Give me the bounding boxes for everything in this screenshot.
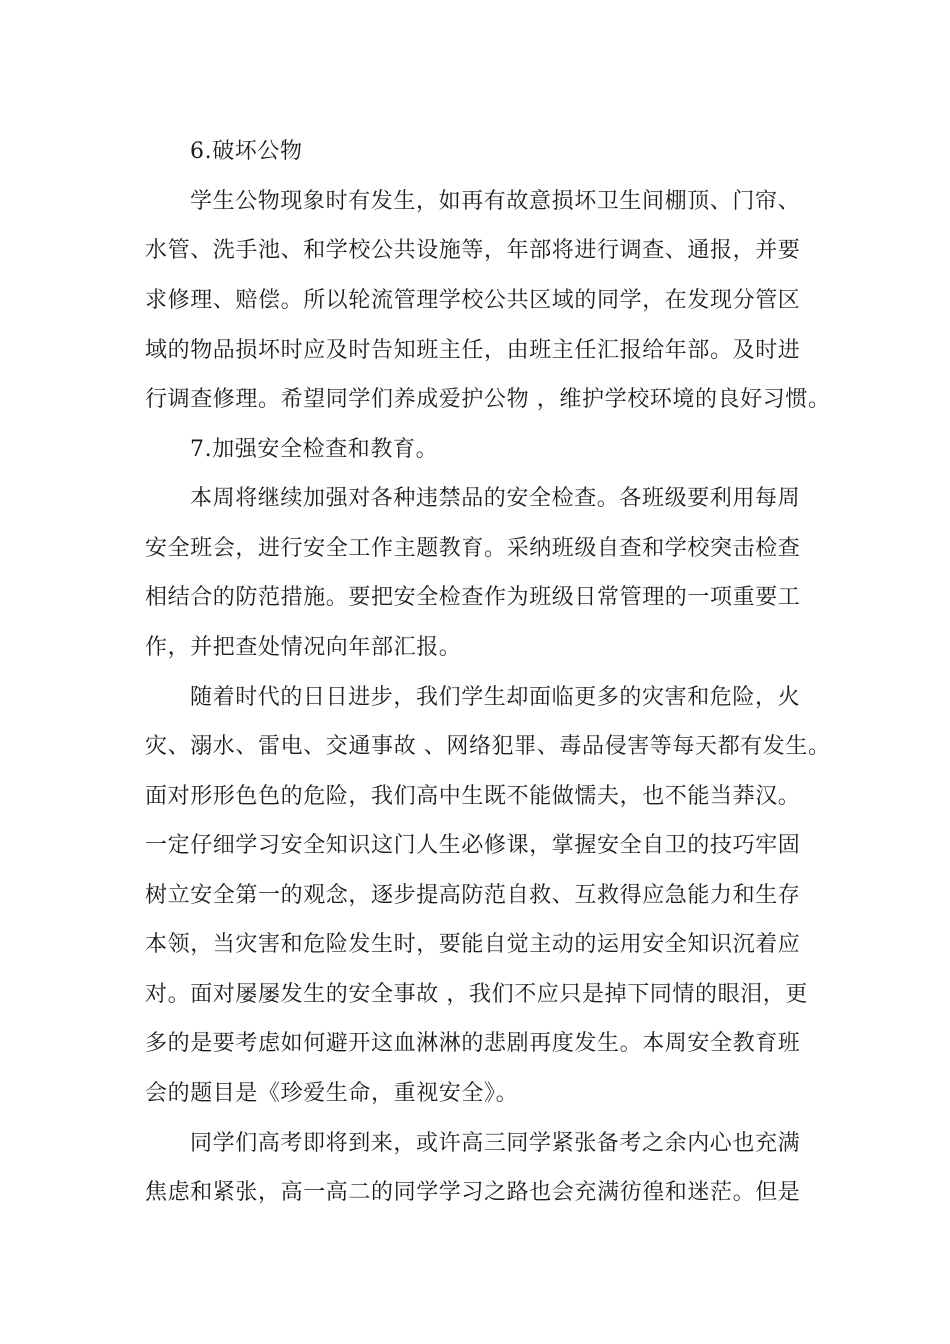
paragraph-line: 作，并把查处情况向年部汇报。	[145, 635, 462, 660]
section-heading-6: 6.破坏公物	[190, 139, 303, 164]
paragraph-line: 灾、溺水、雷电、交通事故 、网络犯罪、毒品侵害等每天都有发生。	[145, 734, 831, 759]
paragraph-line: 对。面对屡屡发生的安全事故 ，我们不应只是掉下同情的眼泪，更	[145, 982, 808, 1007]
paragraph-line: 本领，当灾害和危险发生时，要能自觉主动的运用安全知识沉着应	[145, 932, 801, 957]
paragraph-line: 焦虑和紧张，高一高二的同学学习之路也会充满彷徨和迷茫。但是	[145, 1180, 801, 1205]
paragraph-line: 面对形形色色的危险，我们高中生既不能做懦夫，也不能当莽汉。	[145, 784, 801, 809]
paragraph-line: 同学们高考即将到来，或许高三同学紧张备考之余内心也充满	[190, 1131, 801, 1156]
paragraph-line: 求修理、赔偿。所以轮流管理学校公共区域的同学，在发现分管区	[145, 288, 801, 313]
paragraph-line: 会的题目是《珍爱生命，重视安全》。	[145, 1081, 519, 1106]
paragraph-line: 域的物品损坏时应及时告知班主任，由班主任汇报给年部。及时进	[145, 338, 801, 363]
section-heading-7: 7.加强安全检查和教育。	[190, 437, 439, 462]
paragraph-line: 树立安全第一的观念，逐步提高防范自救、互救得应急能力和生存	[145, 883, 801, 908]
paragraph-line: 本周将继续加强对各种违禁品的安全检查。各班级要利用每周	[190, 486, 801, 511]
paragraph-line: 多的是要考虑如何避开这血淋淋的悲剧再度发生。本周安全教育班	[145, 1031, 801, 1056]
paragraph-line: 相结合的防范措施。要把安全检查作为班级日常管理的一项重要工	[145, 585, 801, 610]
paragraph-line: 水管、洗手池、和学校公共设施等，年部将进行调查、通报，并要	[145, 238, 801, 263]
paragraph-line: 随着时代的日日进步，我们学生却面临更多的灾害和危险，火	[190, 685, 801, 710]
paragraph-line: 学生公物现象时有发生，如再有故意损坏卫生间棚顶、门帘、	[190, 189, 801, 214]
paragraph-line: 安全班会，进行安全工作主题教育。采纳班级自查和学校突击检查	[145, 536, 801, 561]
paragraph-line: 行调查修理。希望同学们养成爱护公物 ，维护学校环境的良好习惯。	[145, 387, 831, 412]
paragraph-line: 一定仔细学习安全知识这门人生必修课，掌握安全自卫的技巧牢固	[145, 833, 801, 858]
